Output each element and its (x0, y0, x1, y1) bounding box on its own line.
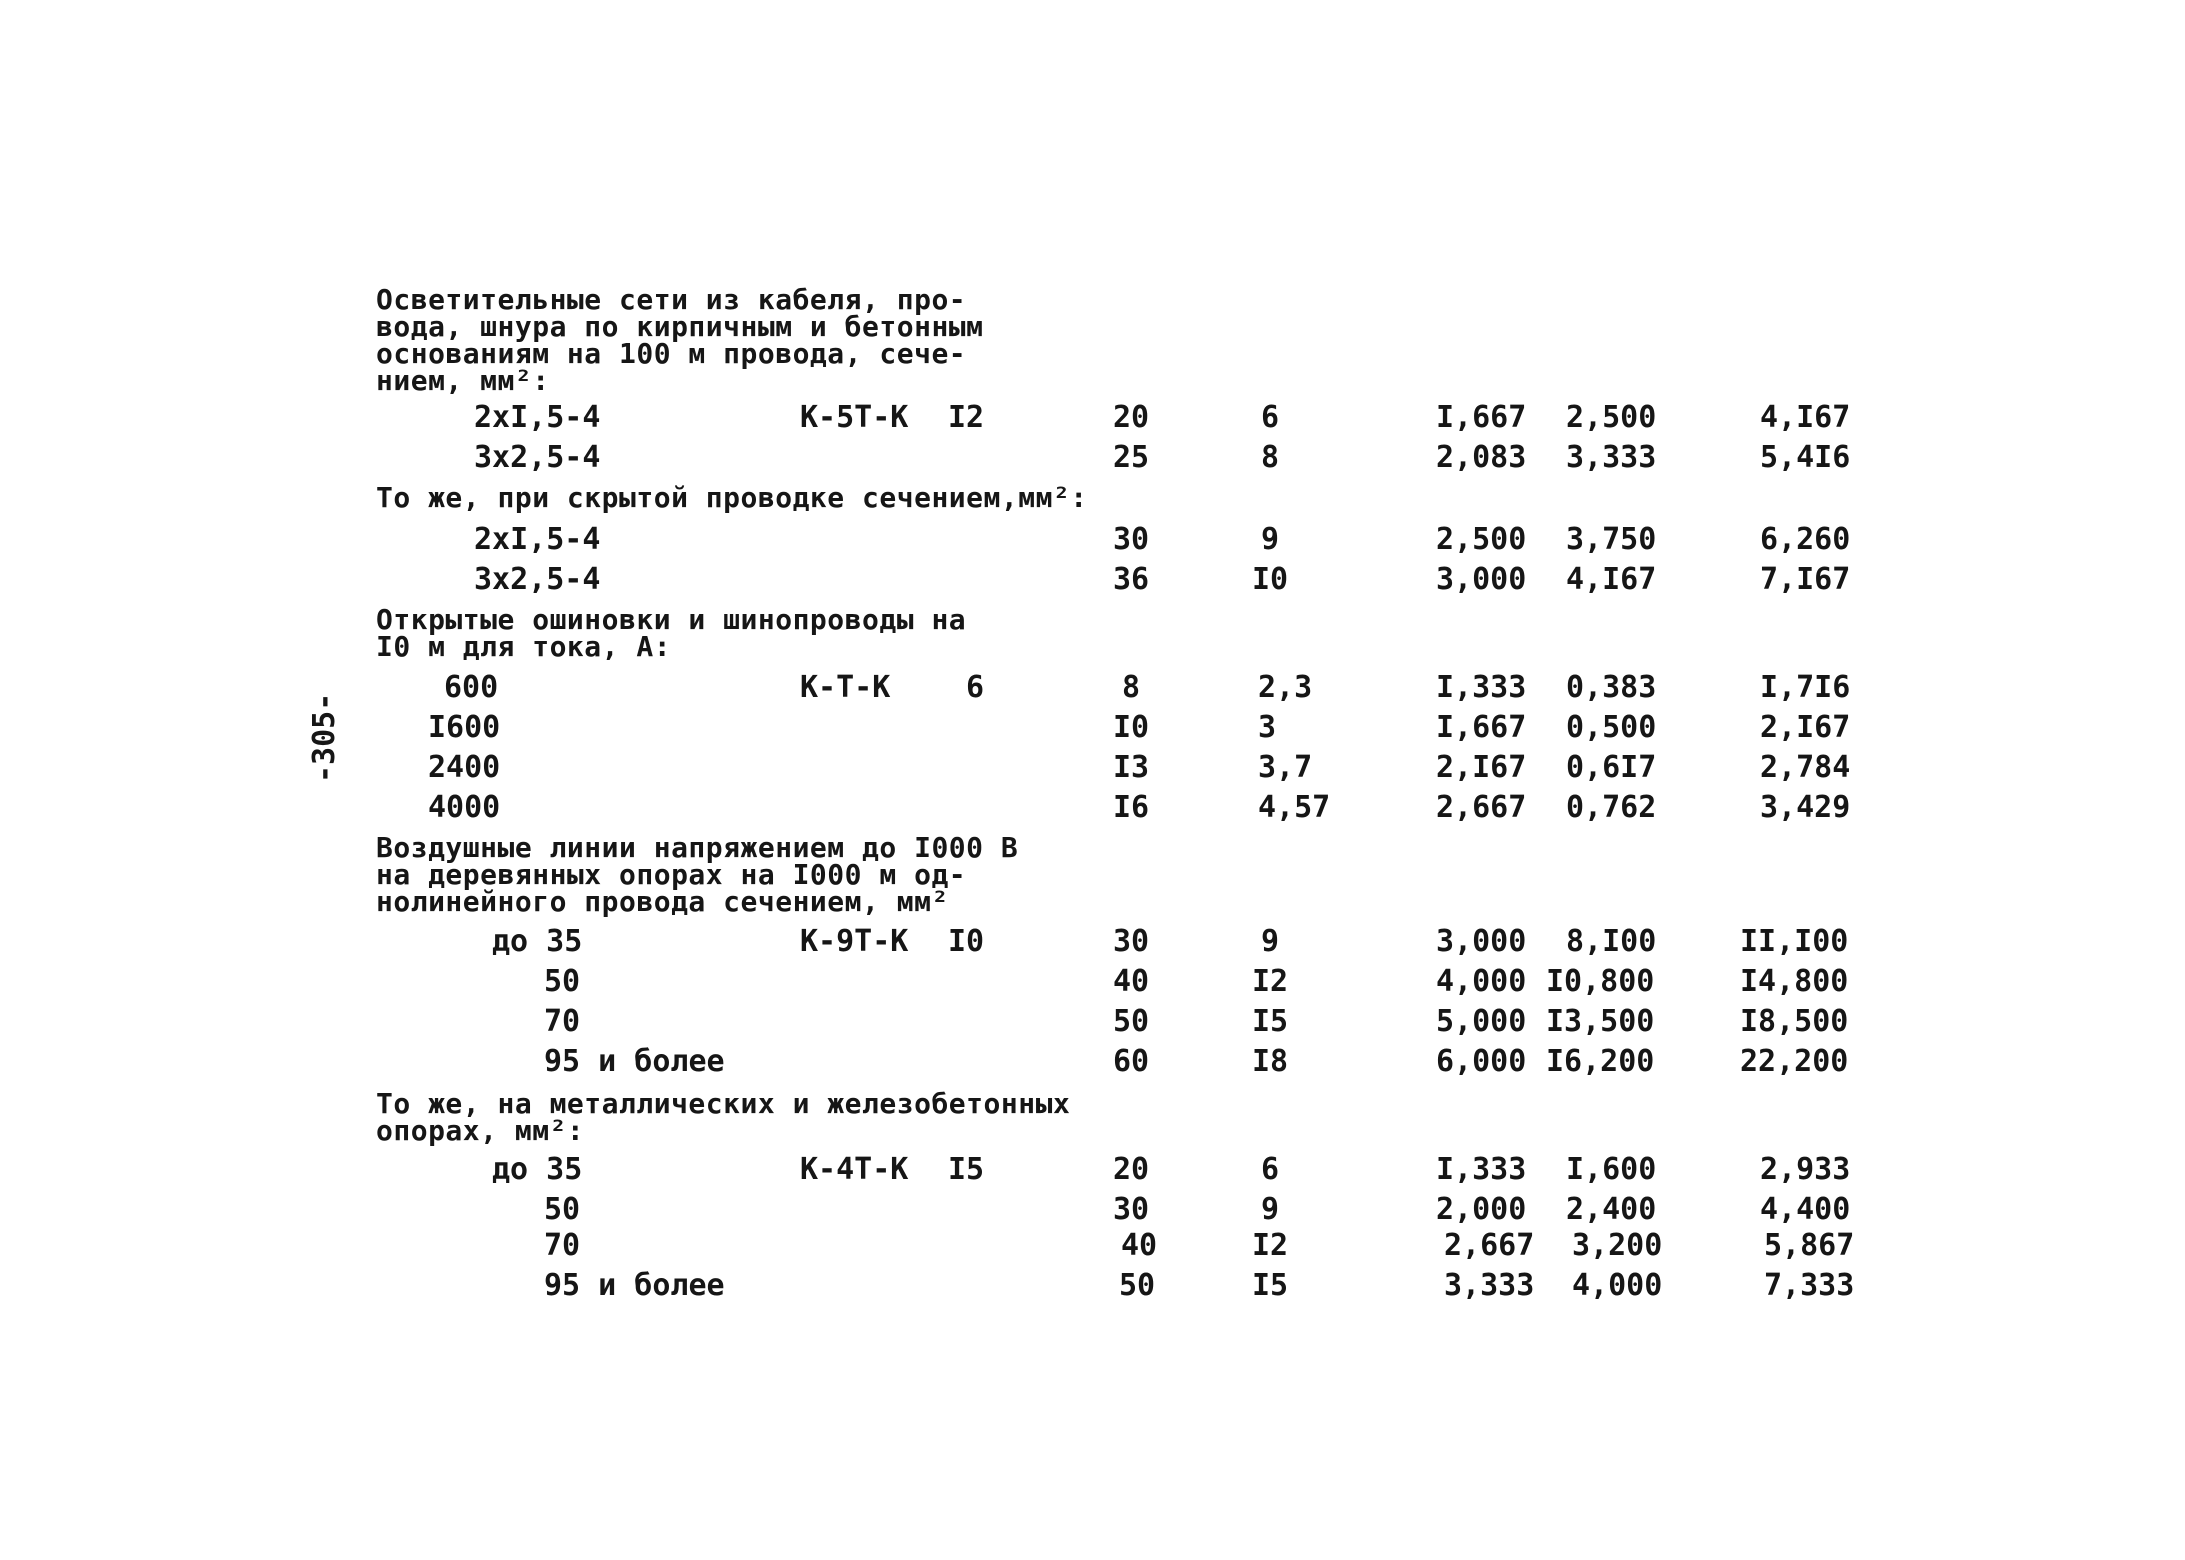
row-value-1: 50 (1112, 1004, 1150, 1039)
row-value-4: I0,800 (1546, 964, 1655, 999)
row-value-2: I2 (1251, 1228, 1289, 1263)
section-title-line: Воздушные линии напряжением до I000 В (376, 831, 1019, 864)
row-name: 95 и более (544, 1044, 725, 1079)
row-name: 3x2,5-4 (474, 440, 601, 475)
row-value-5: 4,400 (1760, 1192, 1851, 1227)
section-title-line: опорах, мм²: (376, 1114, 585, 1147)
row-value-3: 3,000 (1436, 562, 1527, 597)
row-value-2: I8 (1251, 1044, 1289, 1079)
row-value-3: 6,000 (1436, 1044, 1527, 1079)
row-value-1: I3 (1112, 750, 1150, 785)
row-group: 6 (966, 670, 985, 705)
row-group: I5 (948, 1152, 985, 1187)
row-value-2: I5 (1251, 1268, 1289, 1303)
row-value-5: 4,I67 (1760, 400, 1851, 435)
row-value-2: 3 (1258, 710, 1277, 745)
row-value-3: 2,083 (1436, 440, 1527, 475)
row-name: до 35 (492, 924, 583, 959)
row-value-5: 6,260 (1760, 522, 1851, 557)
row-value-4: 0,762 (1566, 790, 1657, 825)
row-name: 50 (544, 1192, 581, 1227)
row-value-4: 4,000 (1572, 1268, 1663, 1303)
table-row (0, 1268, 2185, 1304)
row-name: 70 (544, 1228, 581, 1263)
section-title-line: вода, шнура по кирпичным и бетонным (376, 310, 984, 343)
section-title-line: Открытые ошиновки и шинопроводы на (376, 603, 967, 636)
row-value-3: 5,000 (1436, 1004, 1527, 1039)
row-value-2: 9 (1260, 522, 1280, 557)
row-value-2: 9 (1260, 1192, 1280, 1227)
table-row (0, 1044, 2185, 1080)
row-name: 2400 (428, 750, 501, 785)
row-value-1: 60 (1112, 1044, 1150, 1079)
section-title-line: То же, при скрытой проводке сечением,мм²: (376, 481, 1088, 514)
row-value-2: I5 (1251, 1004, 1289, 1039)
section-title-line: основаниям на 100 м провода, сече- (376, 337, 967, 370)
page-number: -305- (307, 692, 342, 783)
section-title-busbars (376, 603, 967, 663)
row-value-4: 0,6I7 (1566, 750, 1657, 785)
table-row (0, 964, 2185, 1000)
row-name: I600 (428, 710, 501, 745)
row-name: 600 (444, 670, 499, 705)
section-title-line: То же, на металлических и железобетонных (376, 1087, 1071, 1120)
row-name: до 35 (492, 1152, 583, 1187)
table-row (0, 562, 2185, 598)
row-name: 70 (544, 1004, 581, 1039)
section-title-lighting-networks (376, 283, 984, 397)
row-value-3: I,333 (1436, 670, 1527, 705)
section-title-line: I0 м для тока, А: (376, 630, 672, 663)
row-value-4: 4,I67 (1566, 562, 1657, 597)
row-name: 3x2,5-4 (474, 562, 601, 597)
row-value-3: 2,000 (1436, 1192, 1527, 1227)
row-value-3: 2,I67 (1436, 750, 1527, 785)
row-name: 2xI,5-4 (474, 400, 601, 435)
row-value-2: I2 (1251, 964, 1289, 999)
row-value-5: I8,500 (1740, 1004, 1849, 1039)
row-value-2: 9 (1260, 924, 1280, 959)
row-value-1: 30 (1112, 522, 1150, 557)
row-value-3: 2,500 (1436, 522, 1527, 557)
section-title-line: на деревянных опорах на I000 м од- (376, 858, 967, 891)
row-value-1: 30 (1112, 924, 1150, 959)
row-value-1: 25 (1112, 440, 1150, 475)
section-title-hidden-wiring (376, 481, 1088, 514)
row-value-5: 5,4I6 (1760, 440, 1851, 475)
section-title-line: нием, мм²: (376, 364, 550, 397)
row-value-3: 4,000 (1436, 964, 1527, 999)
row-value-4: 0,500 (1566, 710, 1657, 745)
row-value-1: 40 (1112, 964, 1150, 999)
table-row (0, 1152, 2185, 1188)
row-value-4: 2,500 (1566, 400, 1657, 435)
table-row (0, 670, 2185, 706)
table-row (0, 1192, 2185, 1228)
row-value-5: 3,429 (1760, 790, 1851, 825)
row-value-1: 50 (1118, 1268, 1156, 1303)
row-value-3: I,667 (1436, 710, 1527, 745)
row-name: 4000 (428, 790, 501, 825)
row-code: К-4Т-К (800, 1152, 909, 1187)
row-value-4: 2,400 (1566, 1192, 1657, 1227)
table-row (0, 790, 2185, 826)
row-value-4: 3,200 (1572, 1228, 1663, 1263)
row-name: 50 (544, 964, 581, 999)
row-name: 2xI,5-4 (474, 522, 601, 557)
row-value-4: 3,333 (1566, 440, 1657, 475)
row-value-3: I,667 (1436, 400, 1527, 435)
row-value-2: 6 (1260, 400, 1280, 435)
table-row (0, 400, 2185, 436)
row-value-5: I,7I6 (1760, 670, 1851, 705)
row-value-5: 7,I67 (1760, 562, 1851, 597)
row-code: К-Т-К (800, 670, 891, 705)
table-row (0, 1228, 2185, 1264)
row-value-1: 36 (1112, 562, 1150, 597)
row-value-5: I4,800 (1740, 964, 1849, 999)
row-value-3: 3,333 (1444, 1268, 1535, 1303)
row-value-4: 8,I00 (1566, 924, 1657, 959)
row-value-5: 22,200 (1740, 1044, 1849, 1079)
row-value-2: 6 (1260, 1152, 1280, 1187)
row-value-2: 3,7 (1258, 750, 1313, 785)
row-value-4: I3,500 (1546, 1004, 1655, 1039)
row-value-4: 3,750 (1566, 522, 1657, 557)
row-value-2: 8 (1260, 440, 1280, 475)
row-value-3: I,333 (1436, 1152, 1527, 1187)
row-group: I0 (948, 924, 985, 959)
row-value-4: 0,383 (1566, 670, 1657, 705)
row-value-5: 7,333 (1764, 1268, 1855, 1303)
row-value-2: 4,57 (1258, 790, 1331, 825)
row-value-4: I,600 (1566, 1152, 1657, 1187)
row-value-2: 2,3 (1258, 670, 1313, 705)
row-code: К-9Т-К (800, 924, 909, 959)
section-title-line: Осветительные сети из кабеля, про- (376, 283, 967, 316)
section-title-overhead-lines-wood (376, 831, 1019, 918)
section-title-line: нолинейного провода сечением, мм² (376, 885, 949, 918)
row-value-5: 2,784 (1760, 750, 1851, 785)
row-value-5: 2,I67 (1760, 710, 1851, 745)
section-title-overhead-lines-metal (376, 1087, 1071, 1147)
row-value-2: I0 (1251, 562, 1289, 597)
table-row (0, 522, 2185, 558)
row-value-1: 8 (1121, 670, 1141, 705)
table-row (0, 750, 2185, 786)
table-row (0, 440, 2185, 476)
row-value-1: 30 (1112, 1192, 1150, 1227)
row-value-1: 20 (1112, 1152, 1150, 1187)
row-value-1: 20 (1112, 400, 1150, 435)
row-value-1: I0 (1112, 710, 1150, 745)
table-row (0, 1004, 2185, 1040)
row-value-5: 5,867 (1764, 1228, 1855, 1263)
row-name: 95 и более (544, 1268, 725, 1303)
row-value-5: II,I00 (1740, 924, 1849, 959)
row-group: I2 (948, 400, 985, 435)
row-value-1: 40 (1120, 1228, 1158, 1263)
row-value-3: 3,000 (1436, 924, 1527, 959)
row-value-3: 2,667 (1436, 790, 1527, 825)
table-row (0, 924, 2185, 960)
row-value-3: 2,667 (1444, 1228, 1535, 1263)
row-code: К-5Т-К (800, 400, 909, 435)
row-value-5: 2,933 (1760, 1152, 1851, 1187)
row-value-1: I6 (1112, 790, 1150, 825)
row-value-4: I6,200 (1546, 1044, 1655, 1079)
table-row (0, 710, 2185, 746)
